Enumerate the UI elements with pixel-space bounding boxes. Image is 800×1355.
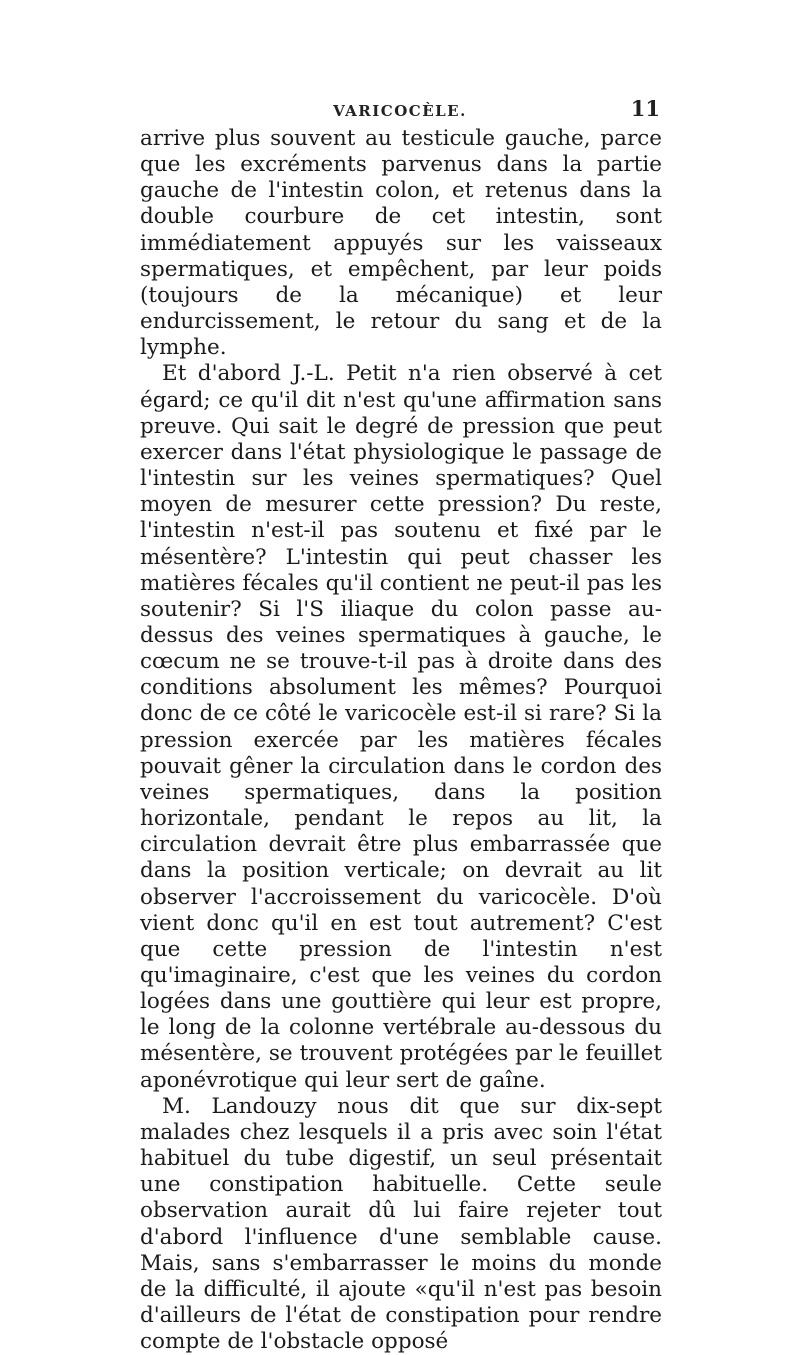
paragraph-continued: arrive plus souvent au testicule gauche, parce que les excréments parvenus dans la partie gauche de l'intestin colon, et retenus dans la double courbure de cet intestin, sont immédiatement appuyés sur les vaisseaux spermatiques, et empêchent, par leur poids (toujours de la mécanique) et leur endurcissement, le retour du sang et de la lymphe.	[140, 126, 662, 361]
body-text	[140, 126, 662, 1355]
page-number: 11	[630, 96, 660, 121]
paragraph-petit: Et d'abord J.-L. Petit n'a rien observé à cet égard; ce qu'il dit n'est qu'une affirmation sans preuve. Qui sait le degré de pression que peut exercer dans l'état physiologique le passage de l'intestin sur les veines spermatiques? Quel moyen de mesurer cette pression? Du reste, l'intestin n'est-il pas soutenu et fixé par le mésentère? L'intestin qui peut chasser les matières fécales qu'il contient ne peut-il pas les soutenir? Si l'S iliaque du colon passe au-dessus des veines spermatiques à gauche, le cœcum ne se trouve-t-il pas à droite dans des conditions absolument les mêmes? Pourquoi donc de ce côté le varicocèle est-il si rare? Si la pression exercée par les matières fécales pouvait gêner la circulation dans le cordon des veines spermatiques, dans la position horizontale, pendant le repos au lit, la circulation devrait être plus embarrassée que dans la position verticale; on devrait au lit observer l'accroissement du varicocèle. D'où vient donc qu'il en est tout autrement? C'est que cette pression de l'intestin n'est qu'imaginaire, c'est que les veines du cordon logées dans une gouttière qui leur est propre, le long de la colonne vertébrale au-dessous du mésentère, se trouvent protégées par le feuillet aponévrotique qui leur sert de gaîne.	[140, 361, 662, 1093]
running-title: VARICOCÈLE.	[333, 102, 467, 120]
running-head	[140, 96, 660, 126]
paragraph-landouzy: M. Landouzy nous dit que sur dix-sept malades chez lesquels il a pris avec soin l'état habituel du tube digestif, un seul présentait une constipation habituelle. Cette seule observation aurait dû lui faire rejeter tout d'abord l'influence d'une semblable cause. Mais, sans s'embarrasser le moins du monde de la difficulté, il ajoute «qu'il n'est pas besoin d'ailleurs de l'état de constipation pour rendre compte de l'obstacle opposé	[140, 1093, 662, 1355]
